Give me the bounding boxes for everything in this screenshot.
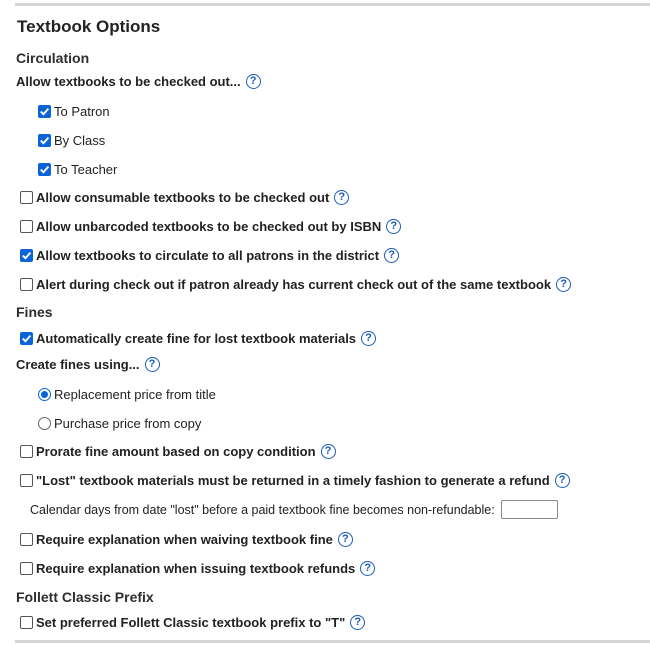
auto-create-fine-option[interactable]	[20, 331, 376, 346]
calendar-days-label: Calendar days from date "lost" before a paid textbook fine becomes non-refundable:	[30, 502, 495, 517]
to-patron-checkbox[interactable]	[38, 105, 51, 118]
by-class-option[interactable]	[38, 133, 105, 148]
auto-create-fine-label: Automatically create fine for lost textbook materials	[36, 331, 357, 346]
page-title: Textbook Options	[17, 17, 161, 36]
to-patron-option[interactable]	[38, 104, 110, 119]
top-divider	[15, 3, 650, 6]
help-icon[interactable]: ?	[555, 473, 570, 488]
help-icon[interactable]: ?	[556, 277, 571, 292]
allow-checkout-heading	[16, 74, 261, 89]
consumable-label: Allow consumable textbooks to be checked out	[36, 190, 330, 205]
auto-create-fine-checkbox[interactable]	[20, 332, 33, 345]
calendar-days-row	[30, 500, 558, 519]
help-icon[interactable]: ?	[384, 248, 399, 263]
help-icon[interactable]: ?	[350, 615, 365, 630]
require-refund-option[interactable]	[20, 561, 375, 576]
create-fines-label: Create fines using...	[16, 357, 140, 372]
set-prefix-option[interactable]	[20, 615, 365, 630]
prorate-label: Prorate fine amount based on copy condition	[36, 444, 316, 459]
to-teacher-label: To Teacher	[54, 162, 118, 177]
alert-duplicate-option[interactable]	[20, 277, 571, 292]
alert-duplicate-checkbox[interactable]	[20, 278, 33, 291]
unbarcoded-label: Allow unbarcoded textbooks to be checked out by ISBN	[36, 219, 382, 234]
to-teacher-checkbox[interactable]	[38, 163, 51, 176]
require-waive-label: Require explanation when waiving textbook fine	[36, 532, 333, 547]
lost-returned-checkbox[interactable]	[20, 474, 33, 487]
bottom-divider	[15, 640, 650, 643]
set-prefix-checkbox[interactable]	[20, 616, 33, 629]
to-patron-label: To Patron	[54, 104, 110, 119]
to-teacher-option[interactable]	[38, 162, 117, 177]
allow-checkout-label: Allow textbooks to be checked out...	[16, 74, 241, 89]
purchase-price-radio[interactable]	[38, 417, 51, 430]
alert-duplicate-label: Alert during check out if patron already has current check out of the same textbook	[36, 277, 552, 292]
checkmark-icon	[21, 250, 32, 261]
calendar-days-input[interactable]	[501, 500, 558, 519]
checkmark-icon	[39, 135, 50, 146]
require-waive-option[interactable]	[20, 532, 353, 547]
prorate-checkbox[interactable]	[20, 445, 33, 458]
help-icon[interactable]: ?	[145, 357, 160, 372]
require-refund-checkbox[interactable]	[20, 562, 33, 575]
section-circulation: Circulation	[16, 50, 90, 66]
replacement-price-option[interactable]	[38, 387, 216, 402]
help-icon[interactable]: ?	[360, 561, 375, 576]
help-icon[interactable]: ?	[338, 532, 353, 547]
all-patrons-checkbox[interactable]	[20, 249, 33, 262]
by-class-label: By Class	[54, 133, 106, 148]
require-waive-checkbox[interactable]	[20, 533, 33, 546]
purchase-price-option[interactable]	[38, 416, 201, 431]
help-icon[interactable]: ?	[246, 74, 261, 89]
purchase-price-label: Purchase price from copy	[54, 416, 202, 431]
all-patrons-option[interactable]	[20, 248, 399, 263]
unbarcoded-checkbox[interactable]	[20, 220, 33, 233]
section-follett-prefix: Follett Classic Prefix	[16, 589, 154, 605]
help-icon[interactable]: ?	[386, 219, 401, 234]
checkmark-icon	[39, 164, 50, 175]
consumable-option[interactable]	[20, 190, 349, 205]
section-fines: Fines	[16, 304, 53, 320]
lost-returned-option[interactable]	[20, 473, 570, 488]
help-icon[interactable]: ?	[334, 190, 349, 205]
set-prefix-label: Set preferred Follett Classic textbook prefix to "T"	[36, 615, 346, 630]
unbarcoded-option[interactable]	[20, 219, 401, 234]
replacement-price-radio[interactable]	[38, 388, 51, 401]
prorate-option[interactable]	[20, 444, 336, 459]
consumable-checkbox[interactable]	[20, 191, 33, 204]
lost-returned-label: "Lost" textbook materials must be returned in a timely fashion to generate a refund	[36, 473, 550, 488]
create-fines-heading	[16, 357, 160, 372]
help-icon[interactable]: ?	[321, 444, 336, 459]
help-icon[interactable]: ?	[361, 331, 376, 346]
by-class-checkbox[interactable]	[38, 134, 51, 147]
replacement-price-label: Replacement price from title	[54, 387, 216, 402]
require-refund-label: Require explanation when issuing textbook refunds	[36, 561, 356, 576]
all-patrons-label: Allow textbooks to circulate to all patrons in the district	[36, 248, 380, 263]
checkmark-icon	[21, 333, 32, 344]
checkmark-icon	[39, 106, 50, 117]
